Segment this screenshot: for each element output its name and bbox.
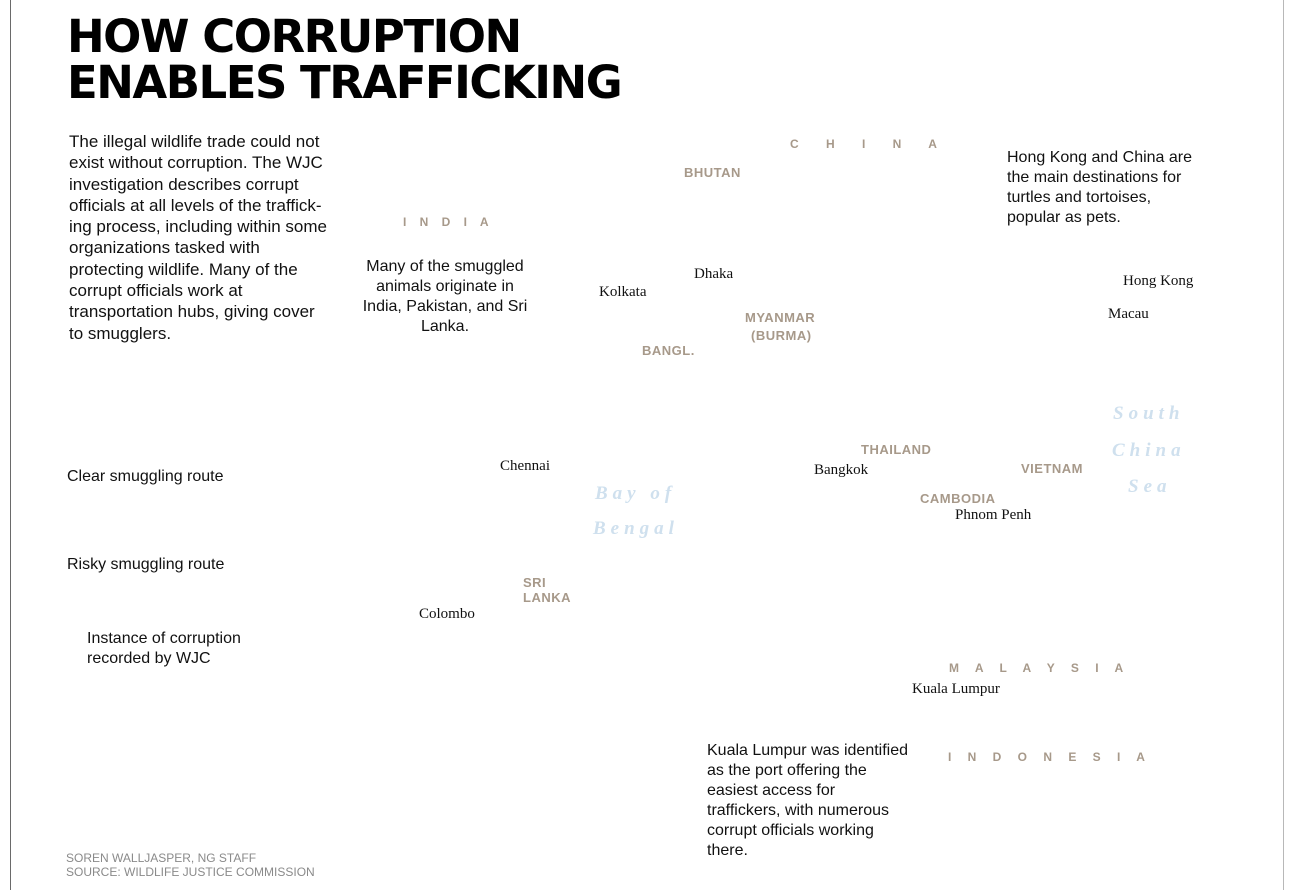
legend-clear-route: Clear smuggling route (67, 468, 224, 485)
country-label-india: I N D I A (403, 215, 494, 229)
city-label-macau: Macau (1108, 306, 1149, 322)
credit-author: SOREN WALLJASPER, NG STAFF (66, 851, 257, 865)
city-label-kolkata: Kolkata (599, 284, 647, 300)
sea-label-bay-of: Bay of (595, 483, 677, 504)
city-label-bangkok: Bangkok (814, 462, 869, 478)
intro-text: The illegal wildlife trade could not exist without corruption. The WJC investigation describes corrupt officials at all levels of the traffick-ing process, including within some organizations tasked with protecting wildlife. Many of the corrupt officials work at transportation hubs, giving cover to smugglers. (69, 132, 327, 343)
legend-corruption-instance: Instance of corruption recorded by WJC (87, 630, 241, 667)
country-label-bhutan: BHUTAN (684, 165, 741, 180)
credits (66, 851, 315, 879)
sea-label-china: China (1112, 440, 1186, 461)
country-label-bangladesh: BANGL. (642, 343, 695, 358)
sea-label-sea: Sea (1128, 476, 1172, 497)
country-label-cambodia: CAMBODIA (920, 491, 996, 506)
title-line-2: ENABLES TRAFFICKING (67, 56, 622, 109)
country-label-malaysia: M A L A Y S I A (949, 661, 1130, 675)
country-label-myanmar: MYANMAR (745, 310, 816, 325)
annotation-kuala-lumpur: Kuala Lumpur was identified as the port offering the easiest access for traffickers, with numerous corrupt officials working there. (707, 742, 909, 859)
country-label-sri: SRI (523, 575, 547, 590)
country-label-thailand: THAILAND (861, 442, 932, 457)
annotation-china-destination: Hong Kong and China are the main destinations for turtles and tortoises, popular as pets. (1007, 149, 1193, 226)
page-title (67, 10, 622, 109)
sea-label-south: South (1113, 403, 1185, 424)
country-label-lanka: LANKA (523, 590, 571, 605)
city-label-chennai: Chennai (500, 458, 550, 474)
country-label-burma: (BURMA) (751, 328, 812, 343)
city-label-kuala-lumpur: Kuala Lumpur (912, 681, 1000, 697)
title-line-1: HOW CORRUPTION (67, 10, 521, 63)
city-label-phnom-penh: Phnom Penh (955, 507, 1032, 523)
legend-risky-route: Risky smuggling route (67, 556, 225, 573)
city-label-dhaka: Dhaka (694, 266, 734, 282)
annotation-india-origin: Many of the smuggled animals originate in India, Pakistan, and Sri Lanka. (362, 258, 528, 335)
sea-label-bengal: Bengal (593, 518, 679, 539)
city-label-colombo: Colombo (419, 606, 475, 622)
country-label-vietnam: VIETNAM (1021, 461, 1083, 476)
credit-source: SOURCE: WILDLIFE JUSTICE COMMISSION (66, 865, 315, 879)
country-label-china: C H I N A (790, 137, 949, 151)
country-label-indonesia: I N D O N E S I A (948, 750, 1152, 764)
city-label-hong-kong: Hong Kong (1123, 273, 1194, 289)
